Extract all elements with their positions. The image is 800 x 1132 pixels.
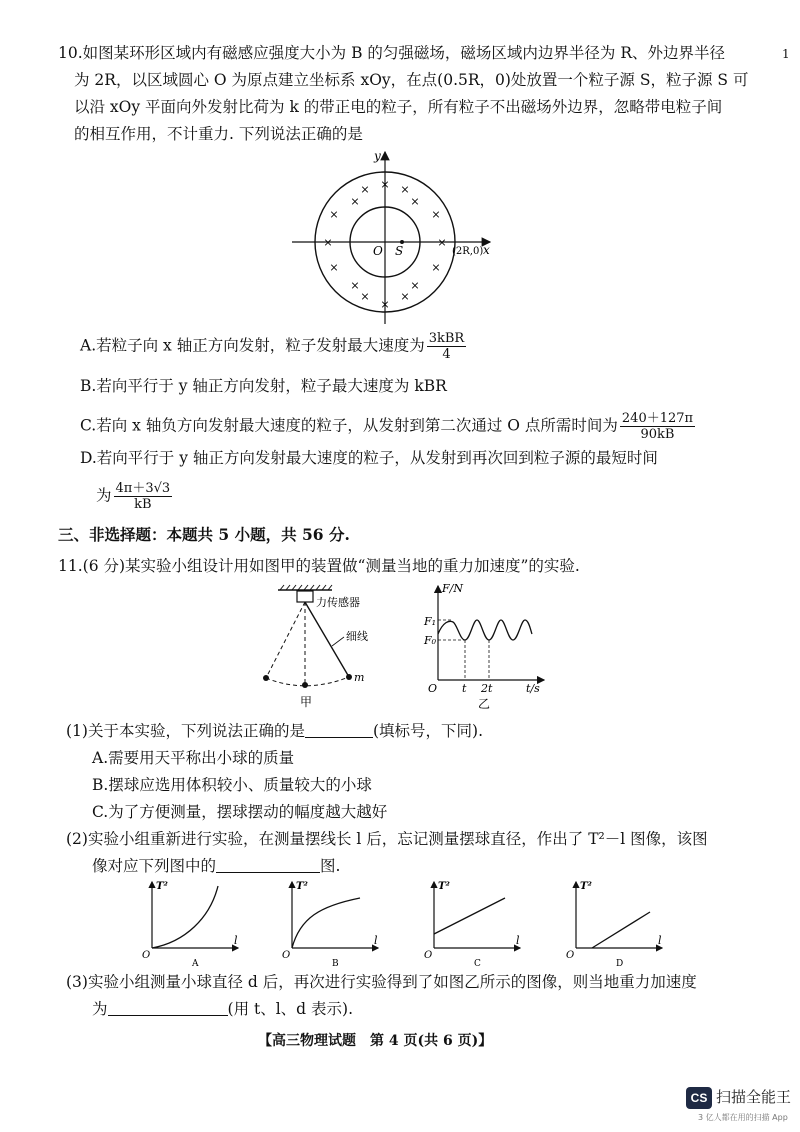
fig-jia-mass-label: m [354, 671, 365, 684]
svg-text:×: × [329, 208, 339, 221]
svg-text:T²: T² [296, 881, 308, 892]
svg-text:O: O [424, 950, 433, 961]
fig-jia-caption: 甲 [300, 695, 313, 709]
q11-part-1: (1)关于本实验，下列说法正确的是 (填标号，下同). [66, 722, 483, 740]
q10-option-a: A.若粒子向 x 轴正方向发射，粒子发射最大速度为 $\frac{\text{3kBR}}{4}$ [80, 331, 465, 362]
q10-option-c: C.若向 x 轴负方向发射最大速度的粒子，从发射到第二次通过 O 点所需时间为 $\frac{240+127\pi}{90kB}$ [80, 411, 694, 442]
fig-yi-x-label: t/s [526, 682, 540, 695]
graph-c [424, 881, 520, 969]
q10-line-2: 为 2R，以区域圆心 O 为原点建立坐标系 xOy，在点(0.5R，0)处放置一个粒子源 S，粒子源 S 可 [74, 71, 749, 89]
q11-part-2-line-2: 像对应下列图中的 图. [92, 857, 341, 875]
fig10-y-label: y [374, 149, 381, 163]
camscanner-logo: CS [686, 1087, 712, 1109]
fig10-source-label: S [395, 244, 404, 258]
svg-text:×: × [431, 208, 441, 221]
q11-part-3-line-2: 为 (用 t、l、d 表示). [92, 1000, 353, 1018]
watermark-name: 扫描全能王 [716, 1088, 792, 1106]
fig-yi-f1-label: F₁ [424, 615, 437, 628]
q11-p1-option-b: B.摆球应选用体积较小、质量较大的小球 [92, 776, 372, 794]
svg-text:l: l [374, 934, 378, 947]
q11-part-2-line-1: (2)实验小组重新进行实验，在测量摆线长 l 后，忘记测量摆球直径，作出了 T²－l 图像，该图 [66, 830, 708, 848]
q10-option-d: D.若向平行于 y 轴正方向发射最大速度的粒子，从发射到再次回到粒子源的最短时间 [80, 449, 658, 467]
svg-text:T²: T² [438, 881, 450, 892]
fig-jia-string-label: 细线 [346, 630, 368, 643]
svg-text:T²: T² [156, 881, 168, 892]
fig10-point-label: (2R,0) [452, 246, 484, 257]
svg-text:A: A [192, 959, 199, 969]
svg-text:×: × [437, 236, 447, 249]
svg-text:B: B [332, 959, 339, 969]
fig-jia-pendulum [250, 582, 390, 712]
svg-text:×: × [360, 183, 370, 196]
svg-text:×: × [329, 261, 339, 274]
q11-t2-l-graphs [140, 878, 680, 970]
fig-yi-t-label: t [462, 682, 467, 695]
q10-line-4: 的相互作用，不计重力. 下列说法正确的是 [74, 125, 363, 143]
svg-text:×: × [380, 178, 390, 191]
q10-magnetic-field-figure [282, 146, 497, 326]
fig10-x-label: x [483, 243, 490, 257]
svg-text:×: × [350, 195, 360, 208]
svg-text:×: × [350, 279, 360, 292]
corner-mark: 1 [782, 47, 790, 61]
graph-b [282, 881, 378, 969]
svg-text:l: l [234, 934, 238, 947]
fig-yi-force-graph [420, 582, 550, 712]
fig-jia-sensor-label: 力传感器 [316, 596, 360, 609]
svg-text:l: l [516, 934, 520, 947]
svg-text:C: C [474, 959, 481, 969]
svg-text:×: × [380, 298, 390, 311]
svg-text:×: × [400, 183, 410, 196]
q11-part-3-line-1: (3)实验小组测量小球直径 d 后，再次进行实验得到了如图乙所示的图像，则当地重力加速度 [66, 973, 697, 991]
svg-text:×: × [431, 261, 441, 274]
fig-yi-f0-label: F₀ [424, 634, 437, 647]
q11-p1-option-c: C.为了方便测量，摆球摆动的幅度越大越好 [92, 803, 388, 821]
fig-yi-caption: 乙 [478, 697, 491, 711]
q10-line-1: 10.如图某环形区域内有磁感应强度大小为 B 的匀强磁场，磁场区域内边界半径为 R、外边界半径 [58, 44, 725, 62]
q11-intro: 11.(6 分)某实验小组设计用如图甲的装置做“测量当地的重力加速度”的实验. [58, 557, 580, 575]
svg-text:×: × [410, 195, 420, 208]
q10-line-3: 以沿 xOy 平面向外发射比荷为 k 的带正电的粒子，所有粒子不出磁场外边界，忽略带电粒子间 [74, 98, 723, 116]
answer-blank-2 [216, 856, 320, 873]
q10-option-b: B.若向平行于 y 轴正方向发射，粒子最大速度为 kBR [80, 377, 447, 395]
svg-text:T²: T² [580, 881, 592, 892]
q11-p1-option-a: A.需要用天平称出小球的质量 [92, 749, 295, 767]
svg-text:×: × [323, 236, 333, 249]
svg-text:D: D [616, 959, 624, 969]
fig-yi-2t-label: 2t [481, 682, 493, 695]
svg-text:O: O [142, 950, 151, 961]
fig-yi-y-label: F/N [442, 582, 463, 595]
fig10-origin-label: O [373, 244, 383, 258]
svg-text:×: × [360, 290, 370, 303]
svg-text:×: × [410, 279, 420, 292]
graph-d [566, 881, 662, 969]
svg-text:×: × [400, 290, 410, 303]
watermark-tagline: 3 亿人都在用的扫描 App [698, 1113, 788, 1122]
page-footer: 【高三物理试题 第 4 页(共 6 页)】 [258, 1033, 493, 1049]
fig-yi-origin: O [428, 682, 438, 695]
svg-text:O: O [566, 950, 575, 961]
section-3-heading: 三、非选择题：本题共 5 小题，共 56 分. [58, 525, 350, 544]
graph-a [142, 881, 238, 969]
svg-text:O: O [282, 950, 291, 961]
answer-blank-3 [108, 999, 228, 1016]
answer-blank-1 [305, 721, 373, 738]
q10-option-d-cont: 为 $\frac{4\pi+3√3}{kB}$ [96, 481, 171, 512]
svg-text:l: l [658, 934, 662, 947]
